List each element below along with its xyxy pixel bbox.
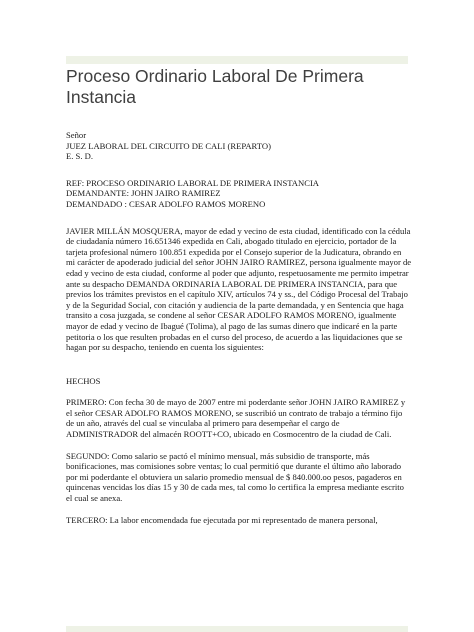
reference-line: REF: PROCESO ORDINARIO LABORAL DE PRIMERA INSTANCIA bbox=[66, 177, 320, 188]
hecho-tercero: TERCERO: La labor encomendada fue ejecutada por mi representado de manera personal, bbox=[66, 514, 378, 525]
demandante-line: DEMANDANTE: JOHN JAIRO RAMIREZ bbox=[66, 188, 221, 199]
document-body bbox=[66, 130, 412, 525]
address-line-senor: Señor bbox=[66, 130, 87, 140]
hechos-heading: HECHOS bbox=[66, 375, 101, 386]
intro-paragraph: JAVIER MILLÁN MOSQUERA, mayor de edad y vecino de esta ciudad, identificado con la cédula de ciudadanía número 16.651346 expedida en Cali, abogado titulado en ejercicio, portador de la tarjeta profesional número 100.851 expedida por el Consejo superior de la Judicatura, obrando en mi carácter de apoderado judicial del señor JOHN JAIRO RAMIREZ, persona igualmente mayor de edad y vecino de esta ciudad, conforme al poder que adjunto, respetuosamente me permito impetrar ante su despacho DEMANDA ORDINARIA LABORAL DE PRIMERA INSTANCIA, para que previos los trámites previstos en el capítulo XIV, artículos 74 y ss., del Código Procesal del Trabajo y de la Seguridad Social, con citación y audiencia de la parte demandada, y en Sentencia que haga transito a cosa juzgada, se condene al señor CESAR ADOLFO RAMOS MORENO, igualmente mayor de edad y vecino de Ibagué (Tolima), al pago de las sumas dinero que indicaré en la parte petitoria o los que resulten probadas en el curso del proceso, de acuerdo a las liquidaciones que se hagan por su despacho, teniendo en cuenta los siguientes: bbox=[66, 225, 412, 353]
bottom-divider bbox=[66, 626, 408, 632]
top-divider bbox=[66, 56, 408, 64]
document-title: Proceso Ordinario Laboral De Primera Instancia bbox=[66, 66, 364, 107]
address-line-esd: E. S. D. bbox=[66, 151, 93, 162]
hecho-primero: PRIMERO: Con fecha 30 de mayo de 2007 entre mi poderdante señor JOHN JAIRO RAMIREZ y el señor CESAR ADOLFO RAMOS MORENO, se suscribió un contrato de trabajo a término fijo de un año, através del cual se vinculaba al primero para desempeñar el cargo de ADMINISTRADOR del almacén ROOTT+CO, ubicado en Cosmocentro de la ciudad de Cali. bbox=[66, 397, 406, 440]
demandado-line: DEMANDADO : CESAR ADOLFO RAMOS MORENO bbox=[66, 198, 266, 209]
hecho-segundo: SEGUNDO: Como salario se pactó el mínimo mensual, más subsidio de transporte, más bonificaciones, mas comisiones sobre ventas; lo cual permitió que durante el último año laborado por mi poderdante el obtuviera un salario promedio mensual de $ 840.000.oo pesos, pagaderos en quincenas vencidas los días 15 y 30 de cada mes, tal como lo certifica la empresa mediante escrito el cual se anexa. bbox=[66, 450, 404, 504]
address-line-judge: JUEZ LABORAL DEL CIRCUITO DE CALI (REPARTO) bbox=[66, 140, 271, 151]
